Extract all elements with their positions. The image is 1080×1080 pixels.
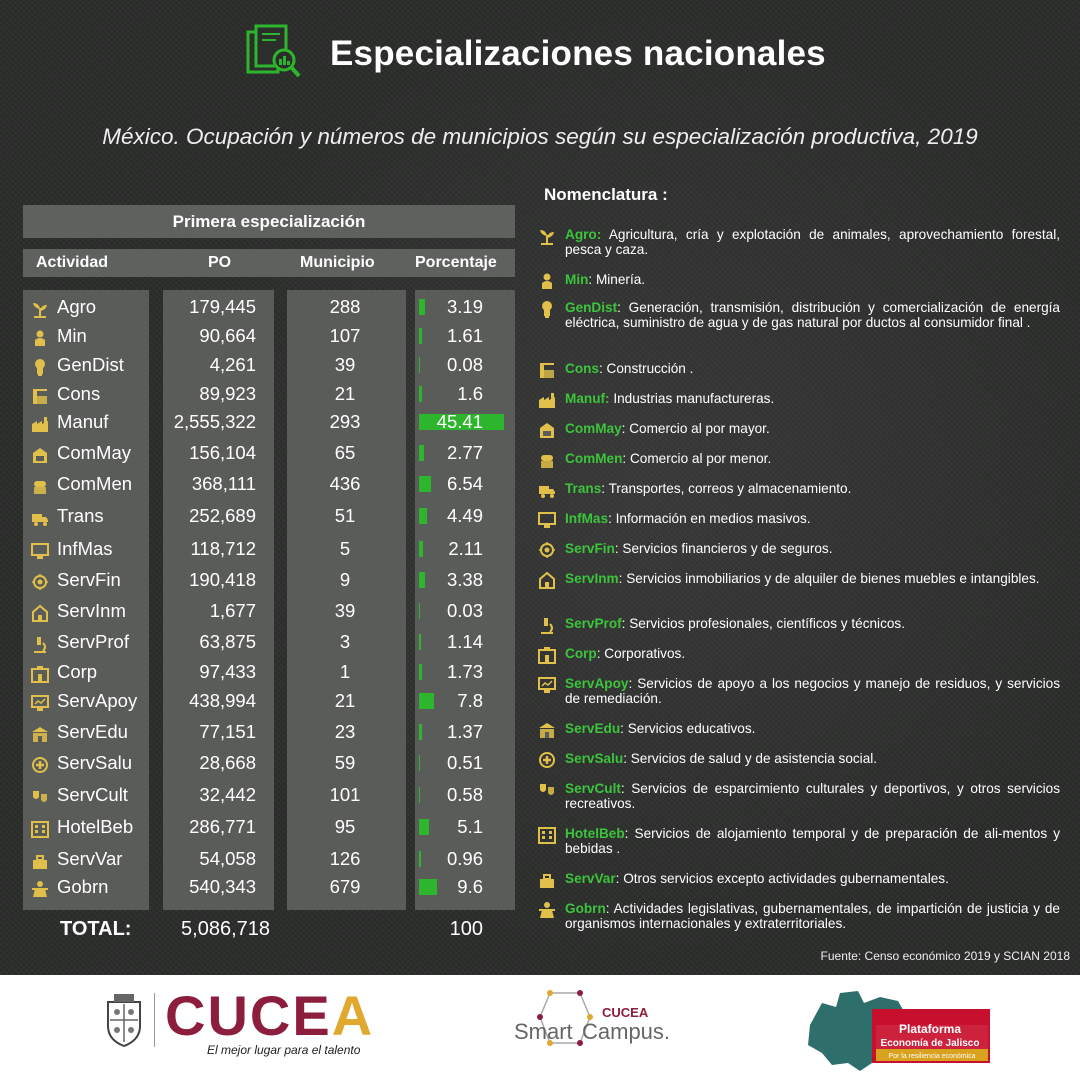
table-row xyxy=(0,535,540,563)
microscope-icon xyxy=(31,633,49,651)
table-row xyxy=(0,293,540,321)
smart-campus-top: CUCEA xyxy=(602,1005,649,1020)
nomenclature-desc: : Corporativos. xyxy=(596,646,686,661)
po-cell: 54,058 xyxy=(199,848,256,869)
wholesale-icon xyxy=(538,421,558,441)
hotel-icon xyxy=(538,826,558,846)
truck-icon xyxy=(538,481,558,501)
header-porcentaje: Porcentaje xyxy=(415,254,497,271)
activity-cell: HotelBeb xyxy=(57,816,134,837)
municipio-cell: 436 xyxy=(329,473,361,494)
cucea-letter: E xyxy=(292,984,332,1047)
microscope-icon xyxy=(538,616,558,636)
po-cell: 286,771 xyxy=(189,816,256,837)
nomenclature-text xyxy=(565,676,1060,706)
nomenclature-desc: : Minería. xyxy=(588,272,646,287)
coin-icon xyxy=(538,541,558,561)
percent-cell: 0.03 xyxy=(446,600,483,621)
smart-campus-logo xyxy=(510,987,671,1067)
po-cell: 1,677 xyxy=(209,600,256,621)
activity-cell: ServApoy xyxy=(57,690,138,711)
nomenclature-desc: : Transportes, correos y almacenamiento. xyxy=(601,481,852,496)
table-row xyxy=(0,566,540,594)
nomenclature-text xyxy=(565,227,1060,257)
nomenclature-abbr: ServInm xyxy=(565,571,619,586)
municipio-cell: 293 xyxy=(329,411,361,432)
municipio-cell: 21 xyxy=(334,383,356,404)
government-icon xyxy=(31,878,49,896)
activity-cell: ServProf xyxy=(57,631,129,652)
nomenclature-text xyxy=(565,481,1060,496)
nomenclature-abbr: Manuf: xyxy=(565,391,610,406)
percent-cell: 1.37 xyxy=(446,721,483,742)
activity-cell: InfMas xyxy=(57,538,113,559)
tools-icon xyxy=(31,850,49,868)
table-row xyxy=(0,813,540,841)
header-municipio: Municipio xyxy=(300,254,375,271)
theater-icon xyxy=(538,781,558,801)
monitor-icon xyxy=(538,511,558,531)
nomenclature-text xyxy=(565,421,1060,436)
table-row xyxy=(0,322,540,350)
sprout-icon xyxy=(31,298,49,316)
po-cell: 190,418 xyxy=(189,569,256,590)
percent-cell: 1.14 xyxy=(446,631,483,652)
municipio-cell: 39 xyxy=(334,354,356,375)
po-cell: 77,151 xyxy=(199,721,256,742)
nomenclature-abbr: ServCult xyxy=(565,781,621,796)
nomenclature-abbr: Gobrn xyxy=(565,901,606,916)
source-note: Fuente: Censo económico 2019 y SCIAN 2018 xyxy=(820,949,1070,963)
nomenclature-desc: : Información en medios masivos. xyxy=(608,511,811,526)
activity-cell: Min xyxy=(57,325,87,346)
po-cell: 179,445 xyxy=(189,296,256,317)
jalisco-line3: Por la resiliencia económica xyxy=(888,1053,976,1060)
percent-cell: 1.73 xyxy=(446,661,483,682)
po-cell: 90,664 xyxy=(199,325,256,346)
activity-cell: ServVar xyxy=(57,848,123,869)
nomenclature-text xyxy=(565,361,1060,376)
table-row xyxy=(0,351,540,379)
wholesale-icon xyxy=(31,444,49,462)
nomenclature-desc: : Comercio al por mayor. xyxy=(621,421,770,436)
factory-icon xyxy=(31,413,49,431)
percent-cell: 45.41 xyxy=(436,411,483,432)
po-cell: 252,689 xyxy=(189,505,256,526)
udg-shield-logo xyxy=(104,992,144,1048)
nomenclature-abbr: ServVar xyxy=(565,871,616,886)
activity-cell: ServEdu xyxy=(57,721,128,742)
cucea-logo xyxy=(165,985,374,1047)
po-cell: 118,712 xyxy=(190,538,256,559)
total-label: TOTAL: xyxy=(60,918,132,940)
total-row xyxy=(0,914,540,944)
activity-cell: Trans xyxy=(57,505,104,526)
nomenclature-abbr: InfMas xyxy=(565,511,609,526)
health-icon xyxy=(538,751,558,771)
truck-icon xyxy=(31,507,49,525)
municipio-cell: 95 xyxy=(334,816,356,837)
health-icon xyxy=(31,754,49,772)
activity-cell: ServInm xyxy=(57,600,126,621)
nomenclature-desc: : Servicios profesionales, científicos y técnicos. xyxy=(621,616,905,631)
municipio-cell: 39 xyxy=(334,600,356,621)
table-row xyxy=(0,597,540,625)
cucea-tagline: El mejor lugar para el talento xyxy=(207,1043,361,1057)
municipio-cell: 59 xyxy=(334,752,356,773)
nomenclature-text xyxy=(565,391,1060,406)
po-cell: 63,875 xyxy=(199,631,256,652)
nomenclature-desc: Industrias manufactureras. xyxy=(609,391,775,406)
cucea-letter: C xyxy=(165,984,208,1047)
nomenclature-abbr: Trans xyxy=(565,481,602,496)
municipio-cell: 107 xyxy=(329,325,361,346)
table-row xyxy=(0,781,540,809)
building-icon xyxy=(31,663,49,681)
po-cell: 438,994 xyxy=(189,690,256,711)
header-actividad: Actividad xyxy=(36,254,109,271)
table-header xyxy=(23,249,515,277)
nomenclature-abbr: Agro: xyxy=(565,227,602,242)
table-row xyxy=(0,502,540,530)
nomenclature-text xyxy=(565,616,1060,631)
percent-cell: 9.6 xyxy=(457,876,483,897)
percent-cell: 1.61 xyxy=(446,325,483,346)
nomenclature-abbr: ComMen xyxy=(565,451,623,466)
nomenclature-abbr: ServProf xyxy=(565,616,622,631)
nomenclature-abbr: Cons xyxy=(565,361,599,376)
activity-cell: ServFin xyxy=(57,569,121,590)
po-cell: 540,343 xyxy=(189,876,256,897)
house-icon xyxy=(31,602,49,620)
report-magnifier-icon xyxy=(246,24,302,80)
logo-divider xyxy=(154,993,155,1047)
smart-campus-left: Smart xyxy=(514,1019,573,1044)
percent-cell: 7.8 xyxy=(457,690,483,711)
nomenclature-desc: Agricultura, cría y explotación de animales, aprovechamiento forestal, pesca y caza. xyxy=(565,227,1060,257)
page-title: Especializaciones nacionales xyxy=(330,34,826,73)
activity-cell: ServSalu xyxy=(57,752,133,773)
municipio-cell: 5 xyxy=(339,538,351,559)
table-row xyxy=(0,845,540,873)
nomenclature-text xyxy=(565,721,1060,736)
nomenclature-text xyxy=(565,781,1060,811)
table-row xyxy=(0,628,540,656)
page-subtitle: México. Ocupación y números de municipios según su especialización productiva, 2019 xyxy=(102,124,978,149)
po-cell: 2,555,322 xyxy=(173,411,256,432)
municipio-cell: 65 xyxy=(334,442,356,463)
municipio-cell: 126 xyxy=(329,848,361,869)
activity-cell: ComMen xyxy=(57,473,133,494)
factory-icon xyxy=(538,391,558,411)
nomenclature-abbr: ComMay xyxy=(565,421,622,436)
school-icon xyxy=(31,723,49,741)
nomenclature-desc: : Servicios de esparcimiento culturales y deportivos, y otros servicios recreativos. xyxy=(565,781,1060,811)
nomenclature-desc: : Servicios de salud y de asistencia social. xyxy=(623,751,878,766)
nomenclature-desc: : Construcción . xyxy=(598,361,694,376)
table-row xyxy=(0,439,540,467)
table-row xyxy=(0,718,540,746)
nomenclature-abbr: ServEdu xyxy=(565,721,621,736)
table-row xyxy=(0,380,540,408)
activity-cell: Cons xyxy=(57,383,101,404)
table-row xyxy=(0,408,540,436)
municipio-cell: 3 xyxy=(339,631,351,652)
tools-icon xyxy=(538,871,558,891)
nomenclature-desc: : Servicios de alojamiento temporal y de preparación de ali-mentos y bebidas . xyxy=(565,826,1060,856)
table-row xyxy=(0,873,540,901)
nomenclature-desc: : Generación, transmisión, distribución y comercialización de energía eléctrica, suministro de agua y de gas natural por ductos al consumidor final . xyxy=(565,300,1060,330)
nomenclature-text xyxy=(565,901,1060,931)
total-po: 5,086,718 xyxy=(181,918,270,940)
municipio-cell: 288 xyxy=(329,296,361,317)
house-icon xyxy=(538,571,558,591)
percent-cell: 0.51 xyxy=(446,752,483,773)
smart-campus-right: Campus. xyxy=(582,1019,671,1044)
construction-icon xyxy=(538,361,558,381)
municipio-cell: 101 xyxy=(329,784,361,805)
nomenclature-abbr: ServFin xyxy=(565,541,615,556)
municipio-cell: 9 xyxy=(339,569,351,590)
po-cell: 97,433 xyxy=(199,661,256,682)
screen-chart-icon xyxy=(538,676,558,696)
nomenclature-abbr: Corp xyxy=(565,646,597,661)
percent-cell: 5.1 xyxy=(457,816,483,837)
nomenclature-desc: : Servicios inmobiliarios y de alquiler de bienes muebles e intangibles. xyxy=(618,571,1040,586)
nomenclature-abbr: ServApoy xyxy=(565,676,629,691)
nomenclature-text xyxy=(565,272,1060,287)
nomenclature-abbr: ServSalu xyxy=(565,751,624,766)
footer xyxy=(0,975,1080,1080)
table-row xyxy=(0,749,540,777)
municipio-cell: 1 xyxy=(339,661,351,682)
percent-cell: 1.6 xyxy=(457,383,483,404)
nomenclature-desc: : Servicios financieros y de seguros. xyxy=(614,541,833,556)
percent-cell: 4.49 xyxy=(446,505,483,526)
nomenclature-desc: : Otros servicios excepto actividades gubernamentales. xyxy=(615,871,949,886)
miner-icon xyxy=(31,327,49,345)
screen-chart-icon xyxy=(31,692,49,710)
percent-cell: 0.96 xyxy=(446,848,483,869)
nomenclature-text xyxy=(565,541,1060,556)
percent-cell: 0.08 xyxy=(446,354,483,375)
cucea-letter: U xyxy=(207,984,250,1047)
theater-icon xyxy=(31,786,49,804)
table-row xyxy=(0,470,540,498)
po-cell: 32,442 xyxy=(199,784,256,805)
activity-cell: Manuf xyxy=(57,411,109,432)
po-cell: 368,111 xyxy=(191,473,256,494)
school-icon xyxy=(538,721,558,741)
nomenclature-text xyxy=(565,300,1060,330)
sprout-icon xyxy=(538,227,558,247)
municipio-cell: 23 xyxy=(334,721,356,742)
header-po: PO xyxy=(208,254,232,271)
nomenclature-desc: : Servicios de apoyo a los negocios y manejo de residuos, y servicios de remediación. xyxy=(565,676,1060,706)
nomenclature-text xyxy=(565,646,1060,661)
table-row xyxy=(0,658,540,686)
po-cell: 28,668 xyxy=(199,752,256,773)
government-icon xyxy=(538,901,558,921)
activity-cell: ServCult xyxy=(57,784,128,805)
shop-icon xyxy=(31,475,49,493)
lightbulb-icon xyxy=(31,356,49,374)
nomenclature-desc: : Actividades legislativas, gubernamentales, de impartición de justicia y de organismos internacionales y extraterritoriales. xyxy=(565,901,1060,931)
percent-cell: 0.58 xyxy=(446,784,483,805)
po-cell: 89,923 xyxy=(199,383,256,404)
activity-cell: Corp xyxy=(57,661,98,682)
nomenclature-abbr: Min xyxy=(565,272,589,287)
po-cell: 156,104 xyxy=(189,442,256,463)
nomenclature-text xyxy=(565,511,1060,526)
hotel-icon xyxy=(31,818,49,836)
nomenclature-text xyxy=(565,751,1060,766)
nomenclature-desc: : Comercio al por menor. xyxy=(622,451,772,466)
activity-cell: GenDist xyxy=(57,354,124,375)
shop-icon xyxy=(538,451,558,471)
percent-cell: 2.77 xyxy=(446,442,483,463)
nomenclature-abbr: GenDist xyxy=(565,300,618,315)
jalisco-line1: Plataforma xyxy=(898,1022,962,1036)
nomenclature-desc: : Servicios educativos. xyxy=(620,721,756,736)
nomenclature-text xyxy=(565,571,1060,586)
activity-cell: Gobrn xyxy=(57,876,109,897)
percent-cell: 6.54 xyxy=(446,473,483,494)
cucea-letter: A xyxy=(331,984,375,1047)
percent-cell: 3.19 xyxy=(446,296,483,317)
jalisco-line2: Economía de Jalisco xyxy=(880,1038,980,1049)
nomenclature-text xyxy=(565,826,1060,856)
nomenclature-text xyxy=(565,871,1060,886)
activity-cell: Agro xyxy=(57,296,97,317)
percent-cell: 2.11 xyxy=(448,538,483,559)
percent-cell: 3.38 xyxy=(446,569,483,590)
table-title: Primera especialización xyxy=(23,205,515,238)
jalisco-platform-logo xyxy=(802,985,997,1073)
municipio-cell: 679 xyxy=(329,876,361,897)
nomenclature-title: Nomenclatura : xyxy=(544,185,668,204)
table-row xyxy=(0,687,540,715)
lightbulb-icon xyxy=(538,300,558,320)
construction-icon xyxy=(31,385,49,403)
municipio-cell: 51 xyxy=(334,505,356,526)
total-percent: 100 xyxy=(449,918,483,940)
municipio-cell: 21 xyxy=(334,690,356,711)
activity-cell: ComMay xyxy=(57,442,132,463)
po-cell: 4,261 xyxy=(209,354,256,375)
miner-icon xyxy=(538,272,558,292)
coin-icon xyxy=(31,571,49,589)
cucea-letter: C xyxy=(249,984,293,1047)
monitor-icon xyxy=(31,540,49,558)
nomenclature-text xyxy=(565,451,1060,466)
building-icon xyxy=(538,646,558,666)
nomenclature-abbr: HotelBeb xyxy=(565,826,625,841)
